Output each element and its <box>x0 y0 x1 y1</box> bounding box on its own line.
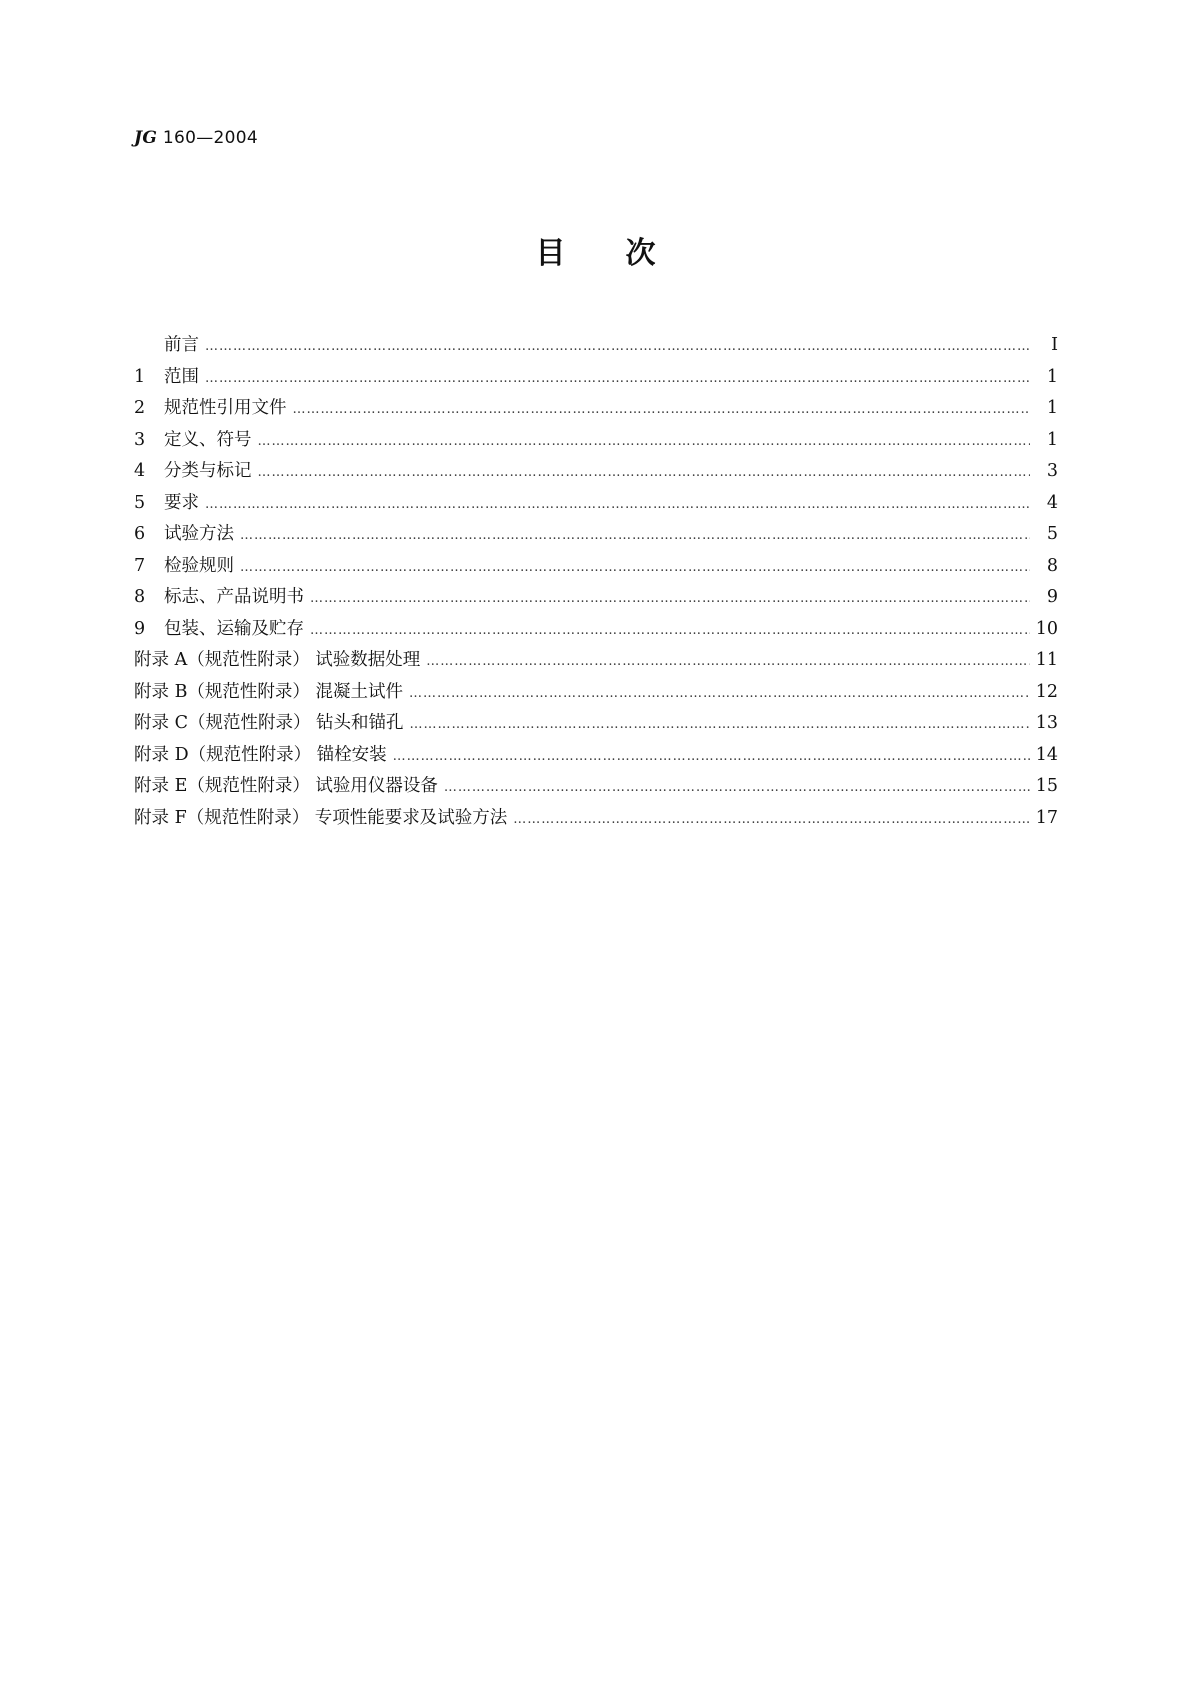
toc-entry[interactable] <box>134 771 1058 803</box>
toc-entry-page: 17 <box>1035 807 1058 828</box>
toc-entry-number: 1 <box>134 366 146 387</box>
toc-entry-number: 7 <box>134 555 146 576</box>
toc-leader-dots <box>444 772 1030 804</box>
toc-leader-dots <box>240 520 1030 552</box>
toc-leader-dots <box>258 426 1031 458</box>
toc-entry[interactable] <box>134 582 1058 614</box>
standard-number: 160—2004 <box>162 128 259 148</box>
toc-entry[interactable] <box>134 488 1058 520</box>
toc-entry[interactable] <box>134 803 1058 835</box>
toc-entry-page: 15 <box>1035 776 1058 796</box>
toc-leader-dots <box>205 363 1030 395</box>
table-of-contents <box>134 330 1058 834</box>
toc-entry[interactable] <box>134 519 1058 551</box>
toc-entry-page: 14 <box>1035 744 1058 765</box>
toc-entry-page: 1 <box>1046 398 1058 418</box>
toc-entry-label: 包装、运输及贮存 <box>164 618 304 639</box>
toc-leader-dots <box>393 741 1030 773</box>
toc-entry-label: 分类与标记 <box>164 461 252 481</box>
toc-entry-page: I <box>1051 335 1058 355</box>
toc-entry-label: 检验规则 <box>164 555 234 576</box>
toc-entry-label: 附录 B（规范性附录） 混凝土试件 <box>134 681 403 702</box>
toc-entry-label: 范围 <box>164 366 199 387</box>
toc-entry-label: 定义、符号 <box>164 429 252 450</box>
toc-leader-dots <box>258 457 1031 489</box>
toc-entry-label: 附录 A（规范性附录） 试验数据处理 <box>134 650 421 670</box>
toc-leader-dots <box>293 394 1031 426</box>
document-header <box>134 128 258 148</box>
toc-leader-dots <box>513 804 1030 836</box>
toc-entry[interactable] <box>134 456 1058 488</box>
toc-entry[interactable] <box>134 677 1058 709</box>
toc-entry-label: 附录 D（规范性附录） 锚栓安装 <box>134 744 387 765</box>
toc-entry-page: 10 <box>1035 618 1058 639</box>
toc-leader-dots <box>240 552 1030 584</box>
toc-leader-dots <box>205 489 1030 521</box>
toc-entry-page: 1 <box>1046 429 1058 450</box>
toc-entry-page: 4 <box>1046 492 1058 513</box>
toc-entry-page: 11 <box>1035 650 1058 670</box>
toc-entry[interactable] <box>134 645 1058 677</box>
standard-code: JG <box>134 128 158 148</box>
toc-leader-dots <box>205 331 1030 363</box>
toc-entry-label: 附录 C（规范性附录） 钻头和锚孔 <box>134 713 404 733</box>
toc-leader-dots <box>310 615 1030 647</box>
toc-entry-page: 13 <box>1035 713 1058 733</box>
toc-entry[interactable] <box>134 551 1058 583</box>
toc-entry-label: 前言 <box>164 335 199 355</box>
toc-entry[interactable] <box>134 362 1058 394</box>
toc-entry-page: 1 <box>1046 366 1058 387</box>
toc-entry-number: 6 <box>134 524 146 544</box>
toc-entry[interactable] <box>134 393 1058 425</box>
toc-entry-number: 2 <box>134 398 146 418</box>
toc-leader-dots <box>409 678 1030 710</box>
toc-leader-dots <box>410 709 1030 741</box>
toc-entry-label: 标志、产品说明书 <box>164 587 304 607</box>
toc-entry-number: 9 <box>134 618 146 639</box>
toc-entry-number: 5 <box>134 492 146 513</box>
toc-entry-page: 8 <box>1046 555 1058 576</box>
toc-entry[interactable] <box>134 330 1058 362</box>
toc-entry[interactable] <box>134 425 1058 457</box>
toc-entry-label: 附录 E（规范性附录） 试验用仪器设备 <box>134 776 438 796</box>
toc-entry[interactable] <box>134 740 1058 772</box>
toc-entry-number: 8 <box>134 587 146 607</box>
toc-entry[interactable] <box>134 614 1058 646</box>
toc-entry-number: 3 <box>134 429 146 450</box>
toc-entry[interactable] <box>134 708 1058 740</box>
toc-entry-label: 规范性引用文件 <box>164 398 287 418</box>
toc-entry-page: 3 <box>1046 461 1058 481</box>
page-title: 目次 <box>535 236 716 271</box>
toc-entry-page: 12 <box>1035 681 1058 702</box>
toc-entry-page: 5 <box>1046 524 1058 544</box>
toc-entry-label: 试验方法 <box>164 524 234 544</box>
toc-entry-page: 9 <box>1046 587 1058 607</box>
toc-leader-dots <box>310 583 1030 615</box>
toc-entry-label: 要求 <box>164 492 199 513</box>
toc-entry-number: 4 <box>134 461 146 481</box>
toc-entry-label: 附录 F（规范性附录） 专项性能要求及试验方法 <box>134 807 508 828</box>
toc-leader-dots <box>426 646 1030 678</box>
